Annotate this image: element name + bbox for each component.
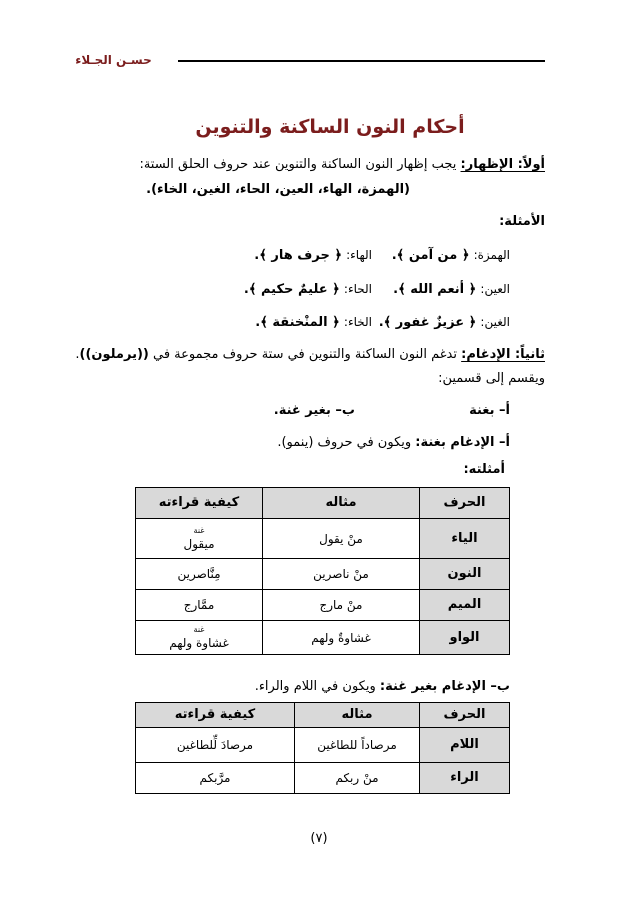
example-cell (244, 277, 372, 302)
letter-cell: الراء (420, 763, 510, 794)
with-ghunnah-table (135, 487, 510, 655)
examples-label: الأمثلة: (499, 214, 545, 229)
without-ghunnah-heading: ب– الإدغام بغير غنة: (379, 679, 510, 694)
header-letter: الحرف (420, 703, 510, 728)
ghunnah-note: غنة (193, 624, 205, 634)
example-cell: منْ مارج (263, 590, 420, 621)
table-row (136, 621, 510, 655)
header-example: مثاله (263, 488, 420, 519)
example-row (55, 310, 545, 335)
idgham-paragraph (55, 343, 545, 391)
example-cell: منْ يقول (263, 519, 420, 559)
izhar-text: يجب إظهار النون الساكنة والتنوين عند حروف الحلق الستة: (139, 157, 457, 172)
reading-text: غشاوة ولهم (169, 635, 229, 650)
reading-with-note (169, 625, 229, 651)
example-cell: مرصاداً للطاغين (295, 728, 420, 763)
table-row (136, 763, 510, 794)
table-header-row (136, 703, 510, 728)
idgham-letters-word: ((يرملون)) (79, 347, 149, 362)
idgham-heading: ثانياً: الإدغام: (461, 347, 545, 362)
reading-text: ميقول (183, 536, 215, 551)
letter-cell: النون (420, 559, 510, 590)
example-letter: الغين: (480, 315, 510, 329)
example-letter: الهمزة: (473, 248, 510, 262)
reading-cell (136, 519, 263, 559)
example-cell (372, 310, 510, 335)
page-title: أحكام النون الساكنة والتنوين (195, 116, 465, 138)
type-with-ghunnah: أ– بغنة (469, 403, 510, 418)
letter-cell: الياء (420, 519, 510, 559)
example-word: ﴿ عزيزٌ غفور ﴾. (378, 315, 477, 330)
header-rule (178, 60, 545, 62)
with-ghunnah-heading: أ– الإدغام بغنة: (415, 435, 510, 450)
header-reading: كيفية قراءته (136, 488, 263, 519)
header-reading: كيفية قراءته (136, 703, 295, 728)
with-ghunnah-line (55, 431, 545, 455)
header-letter: الحرف (420, 488, 510, 519)
reading-with-note (183, 526, 214, 552)
letter-cell: الميم (420, 590, 510, 621)
reading-cell (136, 621, 263, 655)
content-body (55, 153, 545, 794)
reading-cell: مرَّبكم (136, 763, 295, 794)
example-cell: غشاوةٌ ولهم (263, 621, 420, 655)
without-ghunnah-text: ويكون في اللام والراء. (254, 679, 376, 694)
example-cell (372, 277, 510, 302)
type-without-ghunnah: ب– بغير غنة. (273, 403, 355, 418)
without-ghunnah-table (135, 702, 510, 794)
izhar-heading: أولاً: الإظهار: (460, 157, 545, 172)
ghunnah-note: غنة (193, 525, 205, 535)
letter-cell: اللام (420, 728, 510, 763)
example-letter: الخاء: (343, 315, 372, 329)
with-ghunnah-text: ويكون في حروف (ينمو). (277, 435, 412, 450)
author-name: حسـن الجـلاء (75, 53, 152, 67)
example-cell (372, 243, 510, 268)
table-row (136, 519, 510, 559)
table-row (136, 559, 510, 590)
izhar-letters: (الهمزة، الهاء، العين، الحاء، الغين، الخاء). (146, 182, 410, 197)
example-cell: منْ ناصرين (263, 559, 420, 590)
reading-cell: مرصادَ لِّلطاغين (136, 728, 295, 763)
example-word: ﴿ عليمٌ حكيم ﴾. (243, 282, 340, 297)
example-row (55, 243, 545, 268)
example-word: ﴿ من آمن ﴾. (391, 248, 470, 263)
example-letter: الهاء: (346, 248, 372, 262)
idgham-text-end: . ويقسم إلى قسمين: (75, 347, 545, 386)
table-header-row (136, 488, 510, 519)
letter-cell: الواو (420, 621, 510, 655)
example-row (55, 277, 545, 302)
example-word: ﴿ أنعم الله ﴾. (393, 282, 477, 297)
idgham-types (55, 399, 545, 423)
izhar-line (55, 153, 545, 177)
example-cell (254, 243, 372, 268)
reading-cell: ممَّارج (136, 590, 263, 621)
without-ghunnah-line (55, 675, 545, 699)
header-example: مثاله (295, 703, 420, 728)
example-cell (255, 310, 372, 335)
example-letter: الحاء: (343, 282, 372, 296)
example-cell: منْ ربكم (295, 763, 420, 794)
example-word: ﴿ المنْخنقة ﴾. (255, 315, 340, 330)
example-word: ﴿ جرف هار ﴾. (254, 248, 342, 263)
examples-label: أمثلته: (463, 462, 505, 477)
reading-cell: مِنَّاصرين (136, 559, 263, 590)
table-row (136, 590, 510, 621)
example-letter: العين: (480, 282, 510, 296)
table-row (136, 728, 510, 763)
page-number: (٧) (310, 831, 328, 846)
idgham-text: تدغم النون الساكنة والتنوين في ستة حروف مجموعة في (152, 347, 457, 362)
